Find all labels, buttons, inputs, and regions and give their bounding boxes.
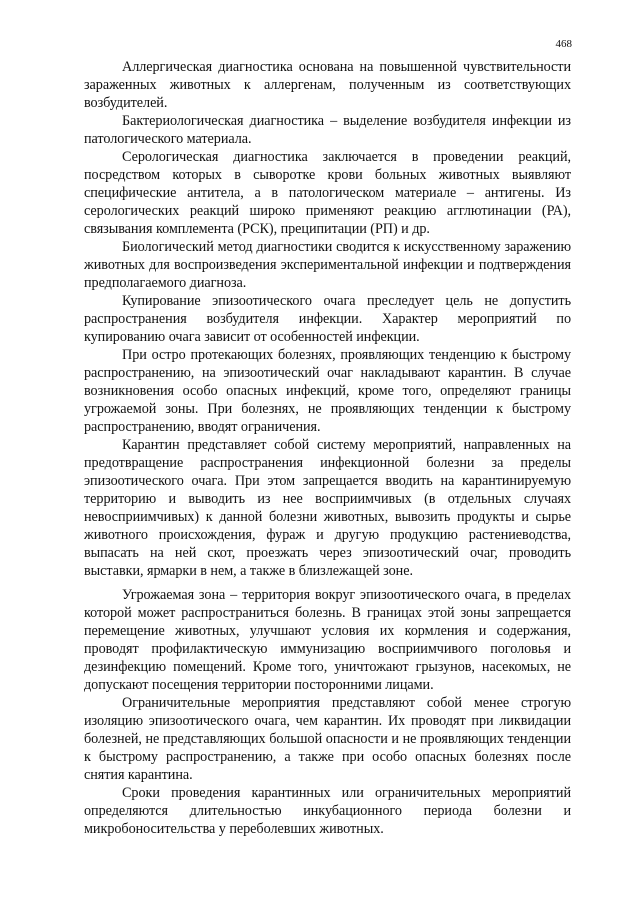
text-body [84, 58, 571, 838]
paragraph-threatened-zone: Угрожаемая зона – территория вокруг эпизоотического очага, в пределах которой может распространиться болезнь. В границах этой зоны запрещается перемещение животных, улучшают условия их кормления и содержания, проводят профилактическую иммунизацию восприимчивого поголовья и дезинфекцию помещений. Кроме того, уничтожают грызунов, насекомых, не допускают посещения территории посторонними лицами. [84, 587, 571, 693]
page-number: 468 [555, 38, 572, 50]
paragraph-serological-diagnostics: Серологическая диагностика заключается в проведении реакций, посредством которых в сыворотке крови больных животных выявляют специфические антитела, а в патологическом материале – антигены. Из серологических реакций широко применяют реакцию агглютинации (РА), связывания комплемента (РСК), преципитации (РП) и др. [84, 149, 571, 237]
paragraph-focus-containment: Купирование эпизоотического очага преследует цель не допустить распространения возбудителя инфекции. Характер мероприятий по купированию очага зависит от особенностей инфекции. [84, 293, 571, 345]
paragraph-biological-method: Биологический метод диагностики сводится к искусственному заражению животных для воспроизведения экспериментальной инфекции и подтверждения предполагаемого диагноза. [84, 239, 571, 291]
paragraph-bacteriological-diagnostics: Бактериологическая диагностика – выделение возбудителя инфекции из патологического материала. [84, 113, 571, 147]
paragraph-quarantine: Карантин представляет собой систему мероприятий, направленных на предотвращение распространения инфекционной болезни за пределы эпизоотического очага. При этом запрещается вводить на карантинируемую территорию и выводить из нее восприимчивых (в отдельных случаях невосприимчивых) к данной болезни животных, вывозить продукты и сырье животного происхождения, фураж и другую продукцию растениеводства, выпасать на ней скот, проезжать через эпизоотический очаг, проводить выставки, ярмарки в нем, а также в близлежащей зоне. [84, 437, 571, 579]
paragraph-allergic-diagnostics: Аллергическая диагностика основана на повышенной чувствительности зараженных животных к аллергенам, полученным из соответствующих возбудителей. [84, 59, 571, 111]
paragraph-measure-duration: Сроки проведения карантинных или ограничительных мероприятий определяются длительностью инкубационного периода болезни и микробоносительства у переболевших животных. [84, 785, 571, 837]
paragraph-acute-diseases: При остро протекающих болезнях, проявляющих тенденцию к быстрому распространению, на эпизоотический очаг накладывают карантин. В случае возникновения особо опасных инфекций, кроме того, определяют границы угрожаемой зоны. При болезнях, не проявляющих тенденции к быстрому распространению, вводят ограничения. [84, 347, 571, 435]
paragraph-restrictive-measures: Ограничительные мероприятия представляют собой менее строгую изоляцию эпизоотического очага, чем карантин. Их проводят при ликвидации болезней, не представляющих большой опасности и не проявляющих тенденции к быстрому распространению, а также при особо опасных болезнях после снятия карантина. [84, 695, 571, 783]
